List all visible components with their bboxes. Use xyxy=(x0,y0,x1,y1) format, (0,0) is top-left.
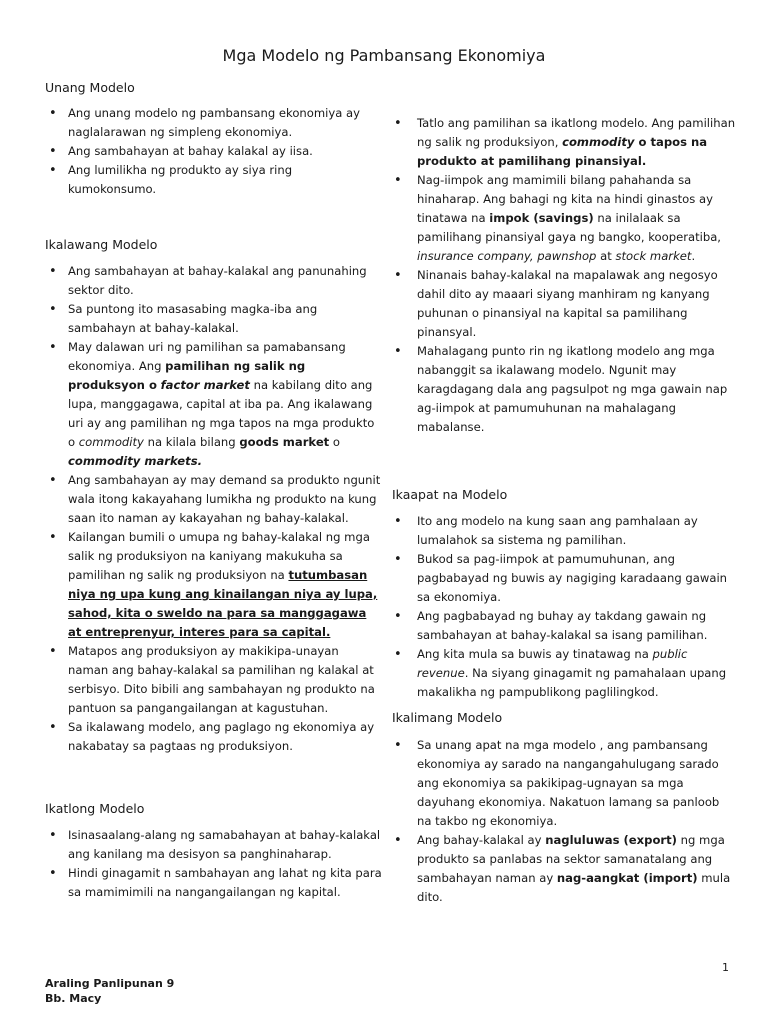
text-run: Tatlo ang pamilihan sa ikatlong modelo. Ang pamilihan ng salik ng produksiyon, xyxy=(417,116,736,149)
footer-teacher: Bb. Macy xyxy=(45,992,102,1005)
bold-term: pamilihan ng salik ng produksyon o xyxy=(68,359,306,392)
text-run: Nag-iimpok ang mamimili bilang pahahanda sa hinaharap. Ang bahagi ng kita na hindi ginastos ay tinatawa na xyxy=(417,173,713,225)
list-item: • Matapos ang produksiyon ay makikipa-unayan naman ang bahay-kalakal sa pamilihan ng kalakal at serbisyo. Dito bibili ang sambahayan ng produkto na pantuon sa pangangailangan at kagustuhan. xyxy=(45,642,382,718)
bold-term: goods market xyxy=(239,435,330,449)
heading-ikaapat-na-modelo: Ikaapat na Modelo xyxy=(392,487,508,502)
page-footer xyxy=(45,976,174,1006)
list-ikalawang-modelo xyxy=(45,262,382,756)
list-item: • Ito ang modelo na kung saan ang pamhalaan ay lumalahok sa sistema ng pamilihan. xyxy=(392,512,737,550)
list-item: • Ang unang modelo ng pambansang ekonomiya ay naglalarawan ng simpleng ekonomiya. xyxy=(45,104,382,142)
text-run: at xyxy=(596,249,616,263)
italic-term: stock market xyxy=(615,249,692,263)
bold-term: impok (savings) xyxy=(489,211,594,225)
list-item: • Sa unang apat na mga modelo , ang pambansang ekonomiya ay sarado na nangangahulugang sarado ang ekonomiya sa pakikipag-ugnayan sa mga dayuhang ekonomiya. Nakatuon lamang sa panloob na takbo ng ekonomiya. xyxy=(392,736,737,831)
bold-term: o tapos na produkto at pamilihang pinansiyal. xyxy=(417,135,708,168)
heading-ikalimang-modelo: Ikalimang Modelo xyxy=(392,710,503,725)
bold-term: nag-aangkat (import) xyxy=(556,871,698,885)
text-run: o xyxy=(329,435,341,449)
list-item: • Mahalagang punto rin ng ikatlong modelo ang mga nabanggit sa ikalawang modelo. Ngunit may karagdagang dala ang pagsulpot ng mga gawain nap ag-iimpok at pamumuhunan na mahalagang mabalanse. xyxy=(392,342,737,437)
text-run: Kailangan bumili o umupa ng bahay-kalakal ng mga salik ng produksiyon na kaniyang makukuha sa pamilihan ng salik ng produksiyon na xyxy=(68,530,370,582)
text-run: May dalawan uri ng pamilihan sa pamabansang ekonomiya. Ang xyxy=(68,340,346,373)
text-run: na inilalaak sa pamilihang pinansiyal gaya ng bangko, kooperatiba, xyxy=(417,211,721,244)
text-run: mula dito. xyxy=(417,871,731,904)
list-item: • Sa ikalawang modelo, ang paglago ng ekonomiya ay nakabatay sa pagtaas ng produksiyon. xyxy=(45,718,382,756)
text-run: . Na siyang ginagamit ng pamahalaan upang makalikha ng pampublikong paglilingkod. xyxy=(417,666,727,699)
text-run: na kabilang dito ang lupa, manggagawa, capital at iba pa. Ang ikalawang uri ay ang pamilihan ng mga tapos na mga produkto o xyxy=(68,378,375,449)
list-unang-modelo xyxy=(45,104,382,199)
heading-unang-modelo: Unang Modelo xyxy=(45,80,135,95)
document-title: Mga Modelo ng Pambansang Ekonomiya xyxy=(222,46,546,65)
list-item xyxy=(392,645,737,702)
list-item: • Ang sambahayan ay may demand sa produkto ngunit wala itong kakayahang lumikha ng produkto na kung saan ito naman ay kakayahan ng bahay-kalakal. xyxy=(45,471,382,528)
text-run: . xyxy=(691,249,696,263)
italic-term: public revenue xyxy=(417,647,688,680)
bold-italic-term: factor market xyxy=(160,378,250,392)
bold-italic-term: commodity markets. xyxy=(68,454,203,468)
bold-term: nagluluwas (export) xyxy=(545,833,677,847)
list-item xyxy=(45,528,382,642)
list-ikaapat-na-modelo xyxy=(392,512,737,702)
list-item: • Bukod sa pag-iimpok at pamumuhunan, ang pagbabayad ng buwis ay nagiging karadaang gawain sa ekonomiya. xyxy=(392,550,737,607)
list-item: • Sa puntong ito masasabing magka-iba ang sambahayn at bahay-kalakal. xyxy=(45,300,382,338)
heading-ikatlong-modelo: Ikatlong Modelo xyxy=(45,801,145,816)
italic-term: commodity xyxy=(78,435,144,449)
bold-underlined-text: tutumbasan niya ng upa kung ang kinailangan niya ay lupa, sahod, kita o sweldo na para sa manggagawa at entreprenyur, interes para sa capital. xyxy=(68,568,378,639)
footer-subject: Araling Panlipunan 9 xyxy=(45,977,175,990)
page-number: 1 xyxy=(722,961,729,974)
text-run: Ang bahay-kalakal ay xyxy=(417,833,546,847)
list-item: • Isinasaalang-alang ng samabahayan at bahay-kalakal ang kanilang ma desisyon sa panghinaharap. xyxy=(45,826,382,864)
text-run: Ang kita mula sa buwis ay tinatawag na xyxy=(417,647,653,661)
italic-term: insurance company, pawnshop xyxy=(417,249,597,263)
heading-ikalawang-modelo: Ikalawang Modelo xyxy=(45,237,158,252)
list-item: • Ninanais bahay-kalakal na mapalawak ang negosyo dahil dito ay maaari siyang manhiram ng kanyang puhunan o pinansiyal na kapital sa pamilihang pinansyal. xyxy=(392,266,737,342)
list-item xyxy=(392,171,737,266)
list-item: • Ang pagbabayad ng buhay ay takdang gawain ng sambahayan at bahay-kalakal sa isang pamilihan. xyxy=(392,607,737,645)
list-ikatlong-modelo-right xyxy=(392,114,737,437)
list-item: • Hindi ginagamit n sambahayan ang lahat ng kita para sa mamimimili na nangangailangan ng kapital. xyxy=(45,864,382,902)
list-item xyxy=(45,338,382,471)
list-item: • Ang sambahayan at bahay kalakal ay iisa. xyxy=(45,142,382,161)
list-item: • Ang lumilikha ng produkto ay siya ring kumokonsumo. xyxy=(45,161,382,199)
text-run: na kilala bilang xyxy=(143,435,240,449)
list-item xyxy=(392,831,737,907)
bold-italic-term: commodity xyxy=(562,135,635,149)
list-item: • Ang sambahayan at bahay-kalakal ang panunahing sektor dito. xyxy=(45,262,382,300)
list-ikatlong-modelo-left xyxy=(45,826,382,902)
list-ikalimang-modelo xyxy=(392,736,737,907)
list-item xyxy=(392,114,737,171)
text-run: ng mga produkto sa panlabas na sektor samanatalang ang sambahayan naman ay xyxy=(417,833,725,885)
